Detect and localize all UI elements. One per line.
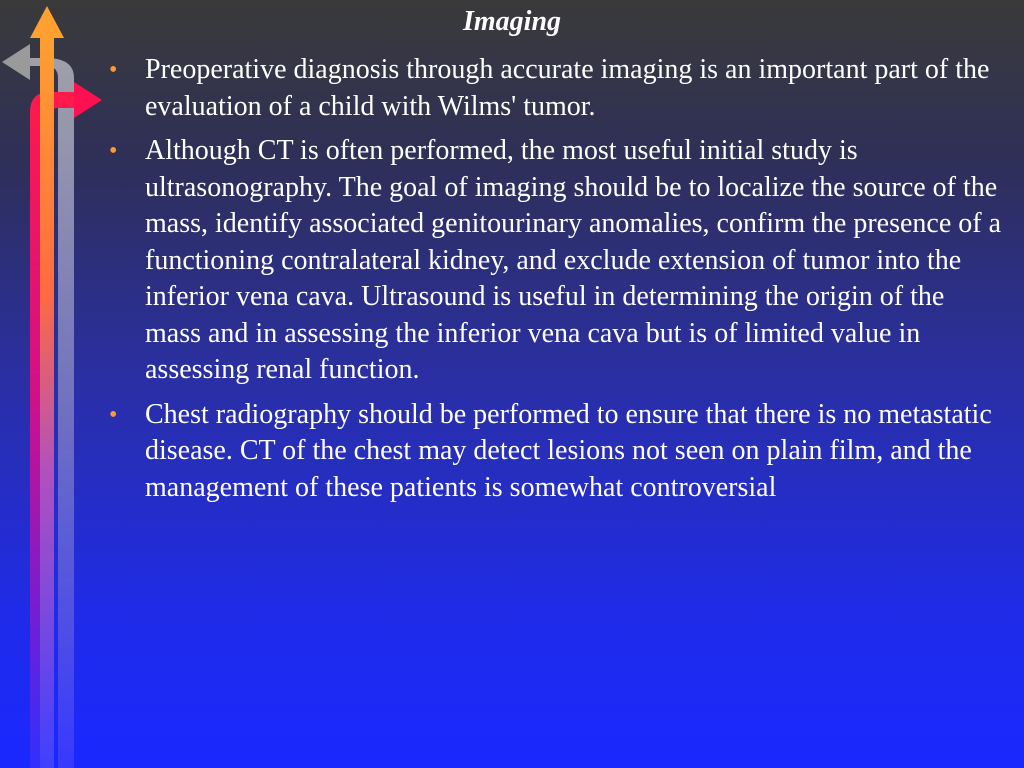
orange-bar bbox=[40, 36, 54, 768]
bullet-list bbox=[104, 52, 1004, 514]
bullet-text: Chest radiography should be performed to ensure that there is no metastatic disease. CT of the chest may detect lesions not seen on plain film, and the management of these patients is somewhat controversial bbox=[145, 398, 992, 503]
bullet-text: Although CT is often performed, the most useful initial study is ultrasonography. The goal of imaging should be to localize the source of the mass, identify associated genitourinary anomalies, confirm the presence of a functioning contralateral kidney, and exclude extension of tumor into the inferior vena cava. Ultrasound is useful in determining the origin of the mass and in assessing the inferior vena cava but is of limited value in assessing renal function. bbox=[145, 135, 1002, 385]
slide-title: Imaging bbox=[462, 6, 562, 37]
bullet-item bbox=[104, 52, 1004, 125]
bullet-text: Preoperative diagnosis through accurate imaging is an important part of the evaluation of a child with Wilms' tumor. bbox=[145, 54, 990, 122]
decorative-arrows bbox=[0, 0, 110, 768]
right-arrow-icon bbox=[74, 82, 102, 118]
bullet-icon: • bbox=[109, 401, 118, 428]
bullet-item bbox=[104, 397, 1004, 507]
left-arrow-icon bbox=[2, 44, 30, 80]
bullet-icon: • bbox=[109, 57, 118, 83]
bullet-item bbox=[104, 133, 1004, 389]
bullet-icon: • bbox=[109, 138, 118, 164]
